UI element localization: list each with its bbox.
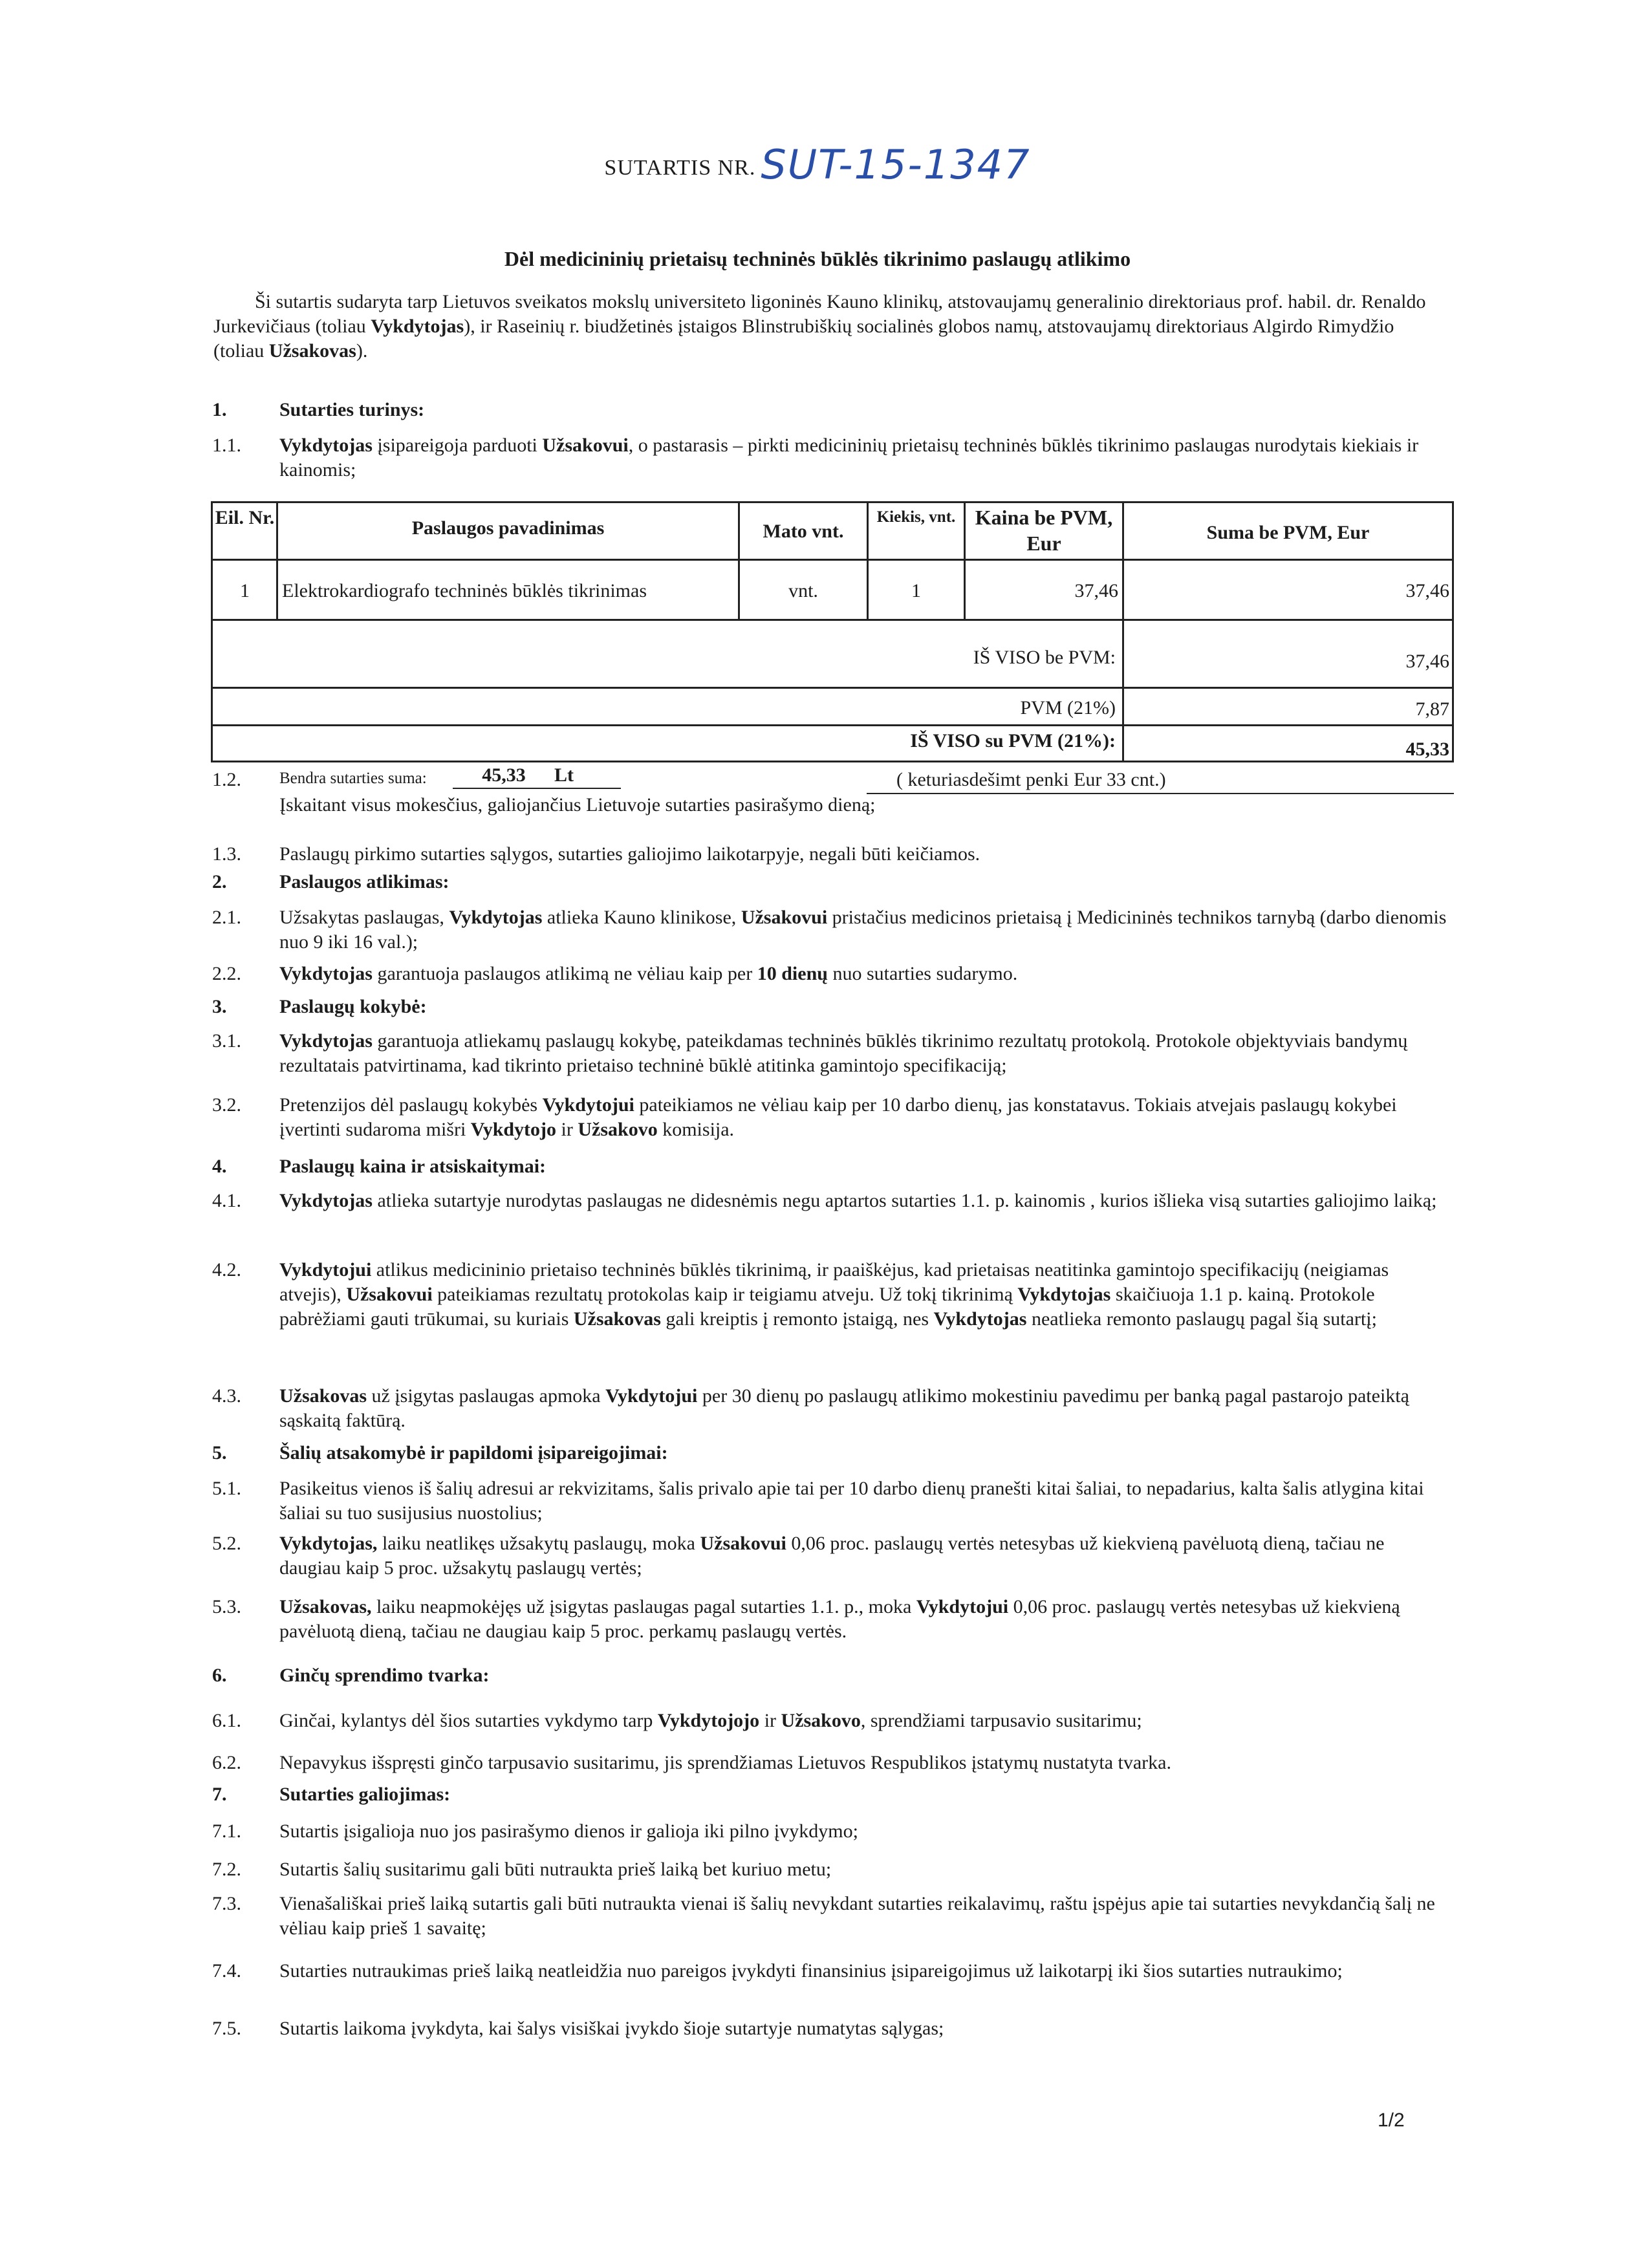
vat-value: 7,87 bbox=[1415, 698, 1449, 720]
clause-7-1-number: 7.1. bbox=[212, 1820, 241, 1842]
vat-label: PVM (21%) bbox=[1020, 697, 1116, 718]
section-3-title: Paslaugų kokybė: bbox=[279, 996, 427, 1017]
section-1-number: 1. bbox=[212, 399, 227, 420]
total-label: IŠ VISO be PVM: bbox=[973, 647, 1116, 668]
section-5-title: Šalių atsakomybė ir papildomi įsipareigojimai: bbox=[279, 1442, 668, 1463]
page-number: 1/2 bbox=[1378, 2110, 1405, 2131]
clause-4-1-text: Vykdytojas atlieka sutartyje nurodytas paslaugas ne didesnėmis negu aptartos sutarties 1.1. p. kainomis , kurios išlieka visą sutarties galiojimo laiką; bbox=[279, 1190, 1437, 1211]
clause-4-1-number: 4.1. bbox=[212, 1190, 241, 1211]
section-4-title: Paslaugų kaina ir atsiskaitymai: bbox=[279, 1156, 547, 1177]
clause-7-2-number: 7.2. bbox=[212, 1859, 241, 1880]
row-number: 1 bbox=[240, 580, 250, 601]
clause-5-2-number: 5.2. bbox=[212, 1533, 241, 1554]
clause-7-1-text: Sutartis įsigalioja nuo jos pasirašymo dienos ir galioja iki pilno įvykdymo; bbox=[279, 1820, 858, 1842]
total-value: 37,46 bbox=[1405, 651, 1449, 672]
total-sum-in-words: ( keturiasdešimt penki Eur 33 cnt.) bbox=[896, 769, 1166, 790]
clause-3-1-number: 3.1. bbox=[212, 1030, 241, 1052]
total-sum-amount: 45,33 bbox=[482, 764, 526, 786]
clause-2-1-text: Užsakytas paslaugas, Vykdytojas atlieka Kauno klinikose, Užsakovui pristačius medicinos prietaisą į Medicininės technikos tarnybą (darbo dienomis nuo 9 iki 16 val.); bbox=[279, 907, 1447, 953]
header-service-name: Paslaugos pavadinimas bbox=[411, 517, 605, 539]
row-unit: vnt. bbox=[788, 580, 818, 601]
header-sum: Suma be PVM, Eur bbox=[1206, 522, 1370, 543]
clause-7-3-number: 7.3. bbox=[212, 1893, 241, 1914]
clause-1-2-note: Įskaitant visus mokesčius, galiojančius Lietuvoje sutarties pasirašymo dieną; bbox=[279, 794, 876, 815]
clause-6-1-number: 6.1. bbox=[212, 1710, 241, 1731]
clause-2-2-number: 2.2. bbox=[212, 963, 241, 984]
clause-6-1-text: Ginčai, kylantys dėl šios sutarties vykdymo tarp Vykdytojojo ir Užsakovo, sprendžiami tarpusavio susitarimu; bbox=[279, 1710, 1142, 1731]
clause-3-1-text: Vykdytojas garantuoja atliekamų paslaugų kokybę, pateikdamas techninės būklės tikrinimo rezultatų protokolą. Protokole objektyviais bandymų rezultatais patvirtinama, kad tikrinto prietaiso techninė būklė atitinka gamintojo specifikaciją; bbox=[279, 1030, 1408, 1076]
handwritten-contract-number: SUT-15-1347 bbox=[761, 141, 1031, 188]
clause-5-1-number: 5.1. bbox=[212, 1478, 241, 1499]
row-quantity: 1 bbox=[911, 580, 921, 601]
header-row-number: Eil. Nr. bbox=[215, 507, 275, 528]
total-sum-label: Bendra sutarties suma: bbox=[279, 770, 427, 787]
section-6-title: Ginčų sprendimo tvarka: bbox=[279, 1665, 490, 1686]
clause-7-4-text: Sutarties nutraukimas prieš laiką neatleidžia nuo pareigos įvykdyti finansinius įsipareigojimus už laikotarpį iki šios sutarties nutraukimo; bbox=[279, 1960, 1343, 1982]
section-3-number: 3. bbox=[212, 996, 227, 1017]
row-service-name: Elektrokardiografo techninės būklės tikrinimas bbox=[282, 580, 647, 601]
contract-subtitle: Dėl medicininių prietaisų techninės būklės tikrinimo paslaugų atlikimo bbox=[504, 247, 1131, 270]
grand-total-label: IŠ VISO su PVM (21%): bbox=[910, 730, 1116, 751]
clause-5-2-text: Vykdytojas, laiku neatlikęs užsakytų paslaugų, moka Užsakovui 0,06 proc. paslaugų vertės netesybas už kiekvieną pavėluotą dieną, tačiau ne daugiau kaip 5 proc. užsakytų paslaugų vertės; bbox=[279, 1533, 1385, 1579]
clause-2-1-number: 2.1. bbox=[212, 907, 241, 928]
clause-6-2-text: Nepavykus išspręsti ginčo tarpusavio susitarimu, jis sprendžiamas Lietuvos Respublikos įstatymų nustatyta tvarka. bbox=[279, 1752, 1171, 1773]
clause-7-5-number: 7.5. bbox=[212, 2018, 241, 2039]
clause-1-1-text: Vykdytojas įsipareigoja parduoti Užsakovui, o pastarasis – pirkti medicininių prietaisų techninės būklės tikrinimo paslaugas nurodytais kiekiais ir kainomis; bbox=[279, 435, 1419, 481]
clause-6-2-number: 6.2. bbox=[212, 1752, 241, 1773]
total-sum-currency: Lt bbox=[554, 764, 574, 786]
section-1-title: Sutarties turinys: bbox=[279, 399, 425, 420]
clause-4-3-number: 4.3. bbox=[212, 1385, 241, 1407]
clause-4-2-text: Vykdytojui atlikus medicininio prietaiso techninės būklės tikrinimą, ir paaiškėjus, kad prietaisas neatitinka gamintojo specifikacijų (neigiamas atvejis), Užsakovui pateikiamas rezultatų protokolas kaip ir teigiamu atveju. Už tokį tikrinimą Vykdytojas skaičiuoja 1.1 p. kainą. Protokole pabrėžiami gauti trūkumai, su kuriais Užsakovas gali kreiptis į remonto įstaigą, nes Vykdytojas neatlieka remonto paslaugų pagal šią sutartį; bbox=[279, 1259, 1389, 1330]
clause-1-3-text: Paslaugų pirkimo sutarties sąlygos, sutarties galiojimo laikotarpyje, negali būti keičiamos. bbox=[279, 843, 980, 865]
clause-4-2-number: 4.2. bbox=[212, 1259, 241, 1280]
clause-7-3-text: Vienašališkai prieš laiką sutartis gali būti nutraukta vienai iš šalių nevykdant sutarties reikalavimų, raštu įspėjus apie tai sutarties nevykdančią šalį ne vėliau kaip prieš 1 savaitę; bbox=[279, 1893, 1435, 1939]
header-price: Kaina be PVM, Eur bbox=[975, 506, 1113, 555]
clause-1-2-number: 1.2. bbox=[212, 769, 241, 790]
clause-1-1-number: 1.1. bbox=[212, 435, 241, 456]
clause-7-2-text: Sutartis šalių susitarimu gali būti nutraukta prieš laiką bet kuriuo metu; bbox=[279, 1859, 832, 1880]
clause-7-5-text: Sutartis laikoma įvykdyta, kai šalys visiškai įvykdo šioje sutartyje numatytas sąlygas; bbox=[279, 2018, 944, 2039]
clause-3-2-number: 3.2. bbox=[212, 1094, 241, 1116]
section-6-number: 6. bbox=[212, 1665, 227, 1686]
clause-1-3-number: 1.3. bbox=[212, 843, 241, 865]
section-7-title: Sutarties galiojimas: bbox=[279, 1784, 451, 1805]
clause-7-4-number: 7.4. bbox=[212, 1960, 241, 1982]
header-quantity: Kiekis, vnt. bbox=[876, 508, 956, 526]
section-4-number: 4. bbox=[212, 1156, 227, 1177]
row-sum: 37,46 bbox=[1405, 580, 1449, 601]
clause-5-1-text: Pasikeitus vienos iš šalių adresui ar rekvizitams, šalis privalo apie tai per 10 darbo dienų pranešti kitai šaliai, to nepadarius, kalta šalis atlygina kitai šaliai su tuo susijusius nuostolius; bbox=[279, 1478, 1424, 1524]
header-unit: Mato vnt. bbox=[763, 521, 844, 542]
section-2-number: 2. bbox=[212, 871, 227, 892]
section-2-title: Paslaugos atlikimas: bbox=[279, 871, 449, 892]
clause-3-2-text: Pretenzijos dėl paslaugų kokybės Vykdytojui pateikiamos ne vėliau kaip per 10 darbo dienų, jas konstatavus. Tokiais atvejais paslaugų kokybei įvertinti sudaroma mišri Vykdytojo ir Užsakovo komisija. bbox=[279, 1094, 1397, 1140]
clause-2-2-text: Vykdytojas garantuoja paslaugos atlikimą ne vėliau kaip per 10 dienų nuo sutarties sudarymo. bbox=[279, 963, 1018, 984]
clause-4-3-text: Užsakovas už įsigytas paslaugas apmoka Vykdytojui per 30 dienų po paslaugų atlikimo mokestiniu pavedimu per banką pagal pastarojo pateiktą sąskaitą faktūrą. bbox=[279, 1385, 1409, 1431]
section-5-number: 5. bbox=[212, 1442, 227, 1463]
clause-5-3-number: 5.3. bbox=[212, 1596, 241, 1617]
title-prefix: SUTARTIS NR. bbox=[604, 156, 756, 180]
intro-paragraph: Ši sutartis sudaryta tarp Lietuvos sveikatos mokslų universiteto ligoninės Kauno klinikų, atstovaujamų generalinio direktoriaus prof. habil. dr. Renaldo Jurkevičiaus (toliau Vykdytojas), ir Raseinių r. biudžetinės įstaigos Blinstrubiškių socialinės globos namų, atstovaujamų direktoriaus Algirdo Rimydžio (toliau Užsakovas). bbox=[213, 291, 1426, 362]
contract-title bbox=[0, 141, 1635, 188]
clause-5-3-text: Užsakovas, laiku neapmokėjęs už įsigytas paslaugas pagal sutarties 1.1. p., moka Vykdytojui 0,06 proc. paslaugų vertės netesybas už kiekvieną pavėluotą dieną, tačiau ne daugiau kaip 5 proc. perkamų paslaugų vertės. bbox=[279, 1596, 1400, 1642]
row-price: 37,46 bbox=[1074, 580, 1118, 601]
grand-total-value: 45,33 bbox=[1405, 739, 1449, 760]
section-7-number: 7. bbox=[212, 1784, 227, 1805]
